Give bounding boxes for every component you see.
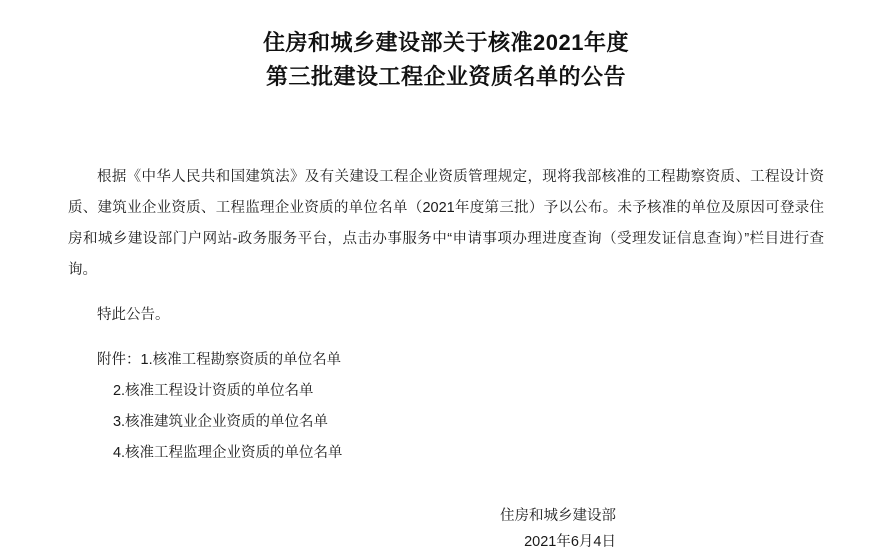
attachment-item-4[interactable]: 4.核准工程监理企业资质的单位名单 — [112, 445, 343, 461]
page-title — [0, 0, 892, 94]
signature-date: 2021年6月4日 — [524, 534, 616, 550]
page-title-line-1: 住房和城乡建设部关于核准2021年度 — [263, 30, 629, 55]
paragraph-main: 根据《中华人民共和国建筑法》及有关建设工程企业资质管理规定，现将我部核准的工程勘察资质、工程设计资质、建筑业企业资质、工程监理企业资质的单位名单（2021年度第三批）予以公布。未予核准的单位及原因可登录住房和城乡建设部门户网站-政务服务平台，点击办事服务中“申请事项办理进度查询（受理发证信息查询）”栏目进行查询。 — [68, 169, 824, 278]
document-body — [0, 162, 892, 555]
attachments-first-line — [68, 345, 824, 376]
signature-issuer: 住房和城乡建设部 — [500, 508, 616, 524]
attachment-item-2[interactable]: 2.核准工程设计资质的单位名单 — [112, 383, 314, 399]
attachments-block — [68, 345, 824, 469]
attachment-item-1[interactable]: 1.核准工程勘察资质的单位名单 — [140, 352, 342, 368]
page-title-line-2: 第三批建设工程企业资质名单的公告 — [265, 64, 626, 89]
signature-block — [68, 503, 824, 555]
attachments-label: 附件： — [97, 352, 141, 368]
attachment-item-3[interactable]: 3.核准建筑业企业资质的单位名单 — [112, 414, 329, 430]
paragraph-notice: 特此公告。 — [97, 307, 170, 323]
